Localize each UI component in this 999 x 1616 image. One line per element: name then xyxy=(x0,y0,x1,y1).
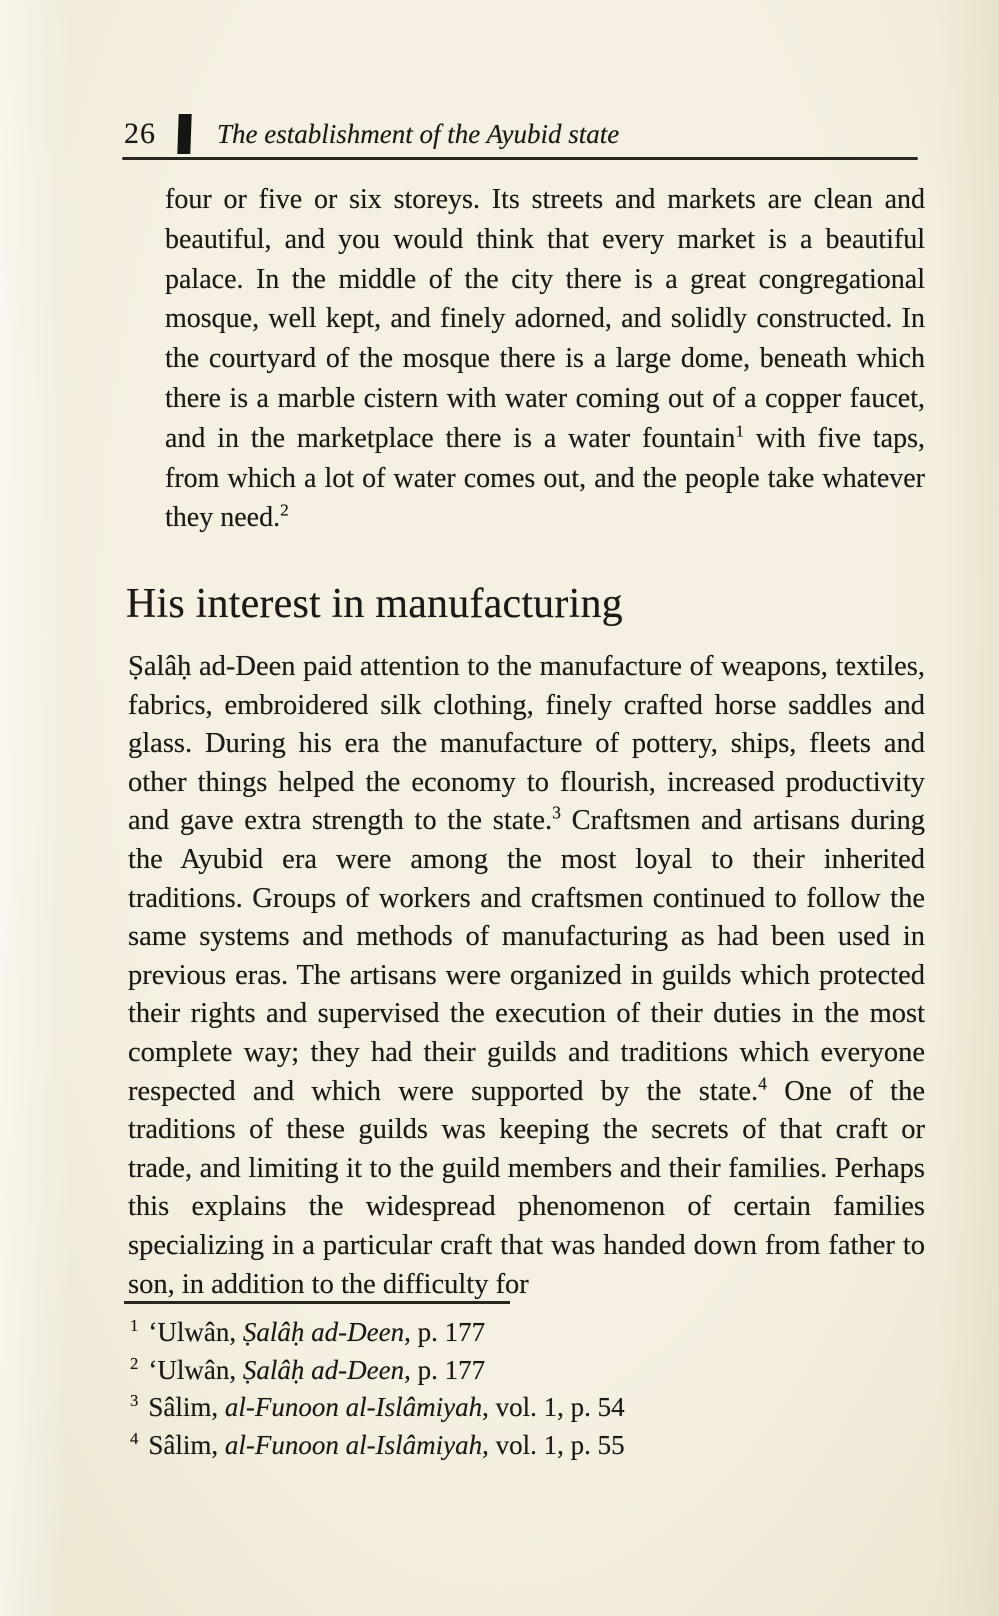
footnote-book-title: Ṣalâḥ ad-Deen xyxy=(242,1354,405,1385)
page-number: 26 xyxy=(124,117,156,150)
footnote-page-ref: , vol. 1, p. 55 xyxy=(482,1429,625,1460)
footnote-ref-4: 4 xyxy=(758,1073,767,1094)
footnote-book-title: Ṣalâḥ ad-Deen xyxy=(242,1317,405,1347)
intro-text-1: four or five or six storeys. Its streets and markets are clean and beautiful, and you would think that every market is a beautiful palace. In the middle of the city there is a great congregational mosque, well kept, and finely adorned, and solidly constructed. In the courtyard of the mosque there is a large dome, beneath which there is a marble cistern with water coming out of a copper faucet, and in the marketplace there is a water fountain xyxy=(165,184,925,454)
footnote-ref-3: 3 xyxy=(552,802,561,823)
footnote-number: 3 xyxy=(130,1391,139,1410)
section-text-2: Craftsmen and artisans during the Ayubid era were among the most loyal to their inherited traditions. Groups of workers and craftsmen continued to follow the same systems and methods of manufacturing as had been used in previous eras. The artisans were organized in guilds which protected their rights and supervised the execution of their duties in the most complete way; they had their guilds and traditions which everyone respected and which were supported by the state. xyxy=(128,805,925,1107)
footnote-text: ‘Ulwân, xyxy=(148,1354,243,1385)
footnote-text: Sâlim, xyxy=(148,1429,225,1460)
page-header xyxy=(124,112,915,156)
footnote-text: ‘Ulwân, xyxy=(148,1317,243,1347)
footnote-3 xyxy=(130,1389,925,1427)
section-heading: His interest in manufacturing xyxy=(126,581,623,627)
footnotes-block xyxy=(130,1314,925,1464)
footnote-2 xyxy=(130,1352,925,1390)
section-text-1: Ṣalâḥ ad-Deen paid attention to the manufacture of weapons, textiles, fabrics, embroidered silk clothing, finely crafted horse saddles and glass. During his era the manufacture of pottery, ships, fleets and other things helped the economy to flourish, increased productivity and gave extra strength to the state. xyxy=(128,651,925,837)
footnote-ref-1: 1 xyxy=(735,421,745,441)
intro-paragraph xyxy=(165,180,925,538)
header-rule xyxy=(122,157,918,160)
footnote-text: Sâlim, xyxy=(148,1392,225,1422)
footnote-page-ref: , p. 177 xyxy=(404,1317,486,1347)
footnote-number: 2 xyxy=(130,1353,139,1373)
intro-text-2: with five taps, from which a lot of water comes out, and the people take whatever they need. xyxy=(165,422,925,534)
footnote-1 xyxy=(130,1314,925,1352)
footnote-page-ref: , p. 177 xyxy=(404,1354,486,1385)
header-bar-decoration xyxy=(177,114,191,154)
footnote-number: 1 xyxy=(130,1316,139,1335)
footnote-book-title: al-Funoon al-Islâmiyah xyxy=(224,1429,483,1460)
running-head-title: The establishment of the Ayubid state xyxy=(217,118,620,149)
section-paragraph xyxy=(128,648,925,1304)
footnote-rule xyxy=(124,1301,510,1304)
footnote-ref-2: 2 xyxy=(280,501,289,521)
footnote-4 xyxy=(130,1427,925,1465)
footnote-page-ref: , vol. 1, p. 54 xyxy=(482,1392,625,1422)
footnote-number: 4 xyxy=(130,1428,139,1448)
footnote-book-title: al-Funoon al-Islâmiyah xyxy=(224,1392,483,1422)
section-text-3: One of the traditions of these guilds was keeping the secrets of that craft or trade, and limiting it to the guild members and their families. Perhaps this explains the widespread phenomenon of certain families specializing in a particular craft that was handed down from father to son, in addition to the difficulty for xyxy=(128,1075,925,1300)
